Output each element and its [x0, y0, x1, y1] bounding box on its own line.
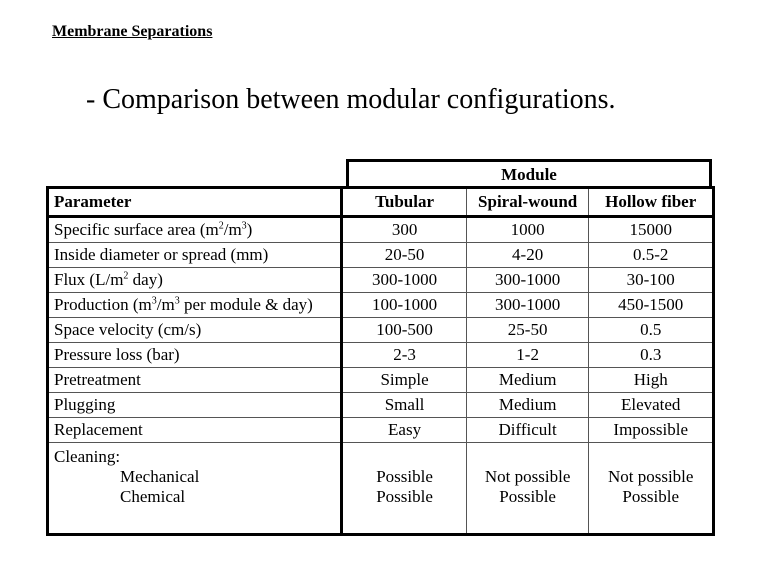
value-cell: Medium: [466, 393, 589, 418]
table-row: [48, 243, 714, 268]
table-row-cleaning: [48, 443, 714, 535]
param-cell: Flux ($L/m^2$ day): [48, 268, 342, 293]
param-cell: Plugging: [48, 393, 342, 418]
value-cell: 1000: [466, 217, 589, 243]
module-group-header: Module: [346, 159, 712, 186]
value-cell: Not possible Possible: [589, 443, 714, 535]
value-cell: 0.3: [589, 343, 714, 368]
value-cell: 4-20: [466, 243, 589, 268]
comparison-table: [46, 186, 715, 536]
value-cell: High: [589, 368, 714, 393]
value-cell: 300-1000: [466, 293, 589, 318]
value-cell: 100-500: [342, 318, 467, 343]
value-cell: 0.5-2: [589, 243, 714, 268]
value-cell: Simple: [342, 368, 467, 393]
table-row: [48, 393, 714, 418]
value-cell: Small: [342, 393, 467, 418]
param-cell: Inside diameter or spread (mm): [48, 243, 342, 268]
param-cell: Specific surface area $(m^2/m^3)$: [48, 217, 342, 243]
section-heading: Membrane Separations: [52, 23, 213, 40]
param-cell: Space velocity (cm/s): [48, 318, 342, 343]
col-header-spiral-wound: Spiral-wound: [466, 188, 589, 217]
value-cell: 20-50: [342, 243, 467, 268]
col-header-tubular: Tubular: [342, 188, 467, 217]
table-row: [48, 217, 714, 243]
col-header-hollow-fiber: Hollow fiber: [589, 188, 714, 217]
value-cell: 0.5: [589, 318, 714, 343]
param-cell: Replacement: [48, 418, 342, 443]
value-cell: 300: [342, 217, 467, 243]
value-cell: 30-100: [589, 268, 714, 293]
value-cell: Easy: [342, 418, 467, 443]
value-cell: 1-2: [466, 343, 589, 368]
value-cell: 100-1000: [342, 293, 467, 318]
value-cell: Medium: [466, 368, 589, 393]
col-header-parameter: Parameter: [48, 188, 342, 217]
table-row: [48, 368, 714, 393]
param-cell: Pressure loss (bar): [48, 343, 342, 368]
table-row: [48, 293, 714, 318]
value-cell: 300-1000: [342, 268, 467, 293]
value-cell: 25-50: [466, 318, 589, 343]
table-row: [48, 343, 714, 368]
param-cell: Pretreatment: [48, 368, 342, 393]
param-cell: Production ($m^3/m^3$ per module & day): [48, 293, 342, 318]
table-row: [48, 418, 714, 443]
table-row: [48, 268, 714, 293]
param-cell: Cleaning: Mechanical Chemical: [48, 443, 342, 535]
value-cell: 15000: [589, 217, 714, 243]
value-cell: Elevated: [589, 393, 714, 418]
value-cell: 300-1000: [466, 268, 589, 293]
header-row: [48, 188, 714, 217]
value-cell: Not possible Possible: [466, 443, 589, 535]
slide-subtitle: - Comparison between modular configurations.: [86, 84, 616, 115]
value-cell: 450-1500: [589, 293, 714, 318]
value-cell: Possible Possible: [342, 443, 467, 535]
value-cell: 2-3: [342, 343, 467, 368]
value-cell: Difficult: [466, 418, 589, 443]
table-row: [48, 318, 714, 343]
value-cell: Impossible: [589, 418, 714, 443]
